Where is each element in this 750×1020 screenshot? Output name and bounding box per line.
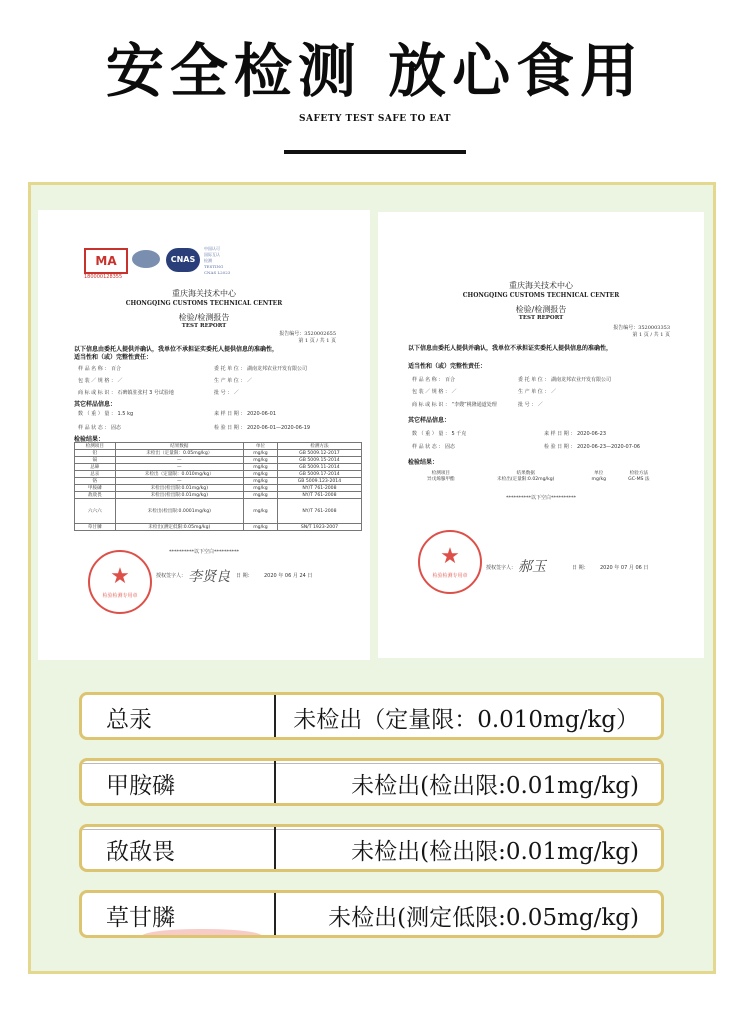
- highlight-divider: [274, 893, 276, 935]
- table-row: 检测项目 结果数据 单位 检测方法: [75, 443, 362, 450]
- field-producer: 生 产 单 位 ： ／: [214, 378, 252, 384]
- field-sample-name: 样 品 名 称 ： 百合: [78, 366, 121, 372]
- results-table: [412, 470, 662, 482]
- report-date: 2020 年 06 月 24 日: [264, 573, 313, 579]
- highlight-divider: [274, 761, 276, 803]
- results-table: [74, 442, 362, 531]
- highlight-divider: [274, 695, 276, 737]
- highlight-item-value: 未检出(检出限:0.01mg/kg): [351, 773, 639, 799]
- disclaimer: 以下信息由委托人提供并确认，我单位不承担证实委托人提供信息的准确性，: [74, 346, 279, 353]
- table-row: 镉 — mg/kg GB 5009.15-2014: [75, 457, 362, 464]
- highlight-item-name: 甲胺磷: [106, 773, 175, 799]
- highlight-dichlorvos: [79, 824, 664, 872]
- title-divider: [284, 150, 466, 154]
- table-row: 甲胺磷 未检出(检出限:0.01mg/kg) mg/kg NY/T 761-2008: [75, 485, 362, 492]
- report-title-cn: 检验/检测报告: [515, 305, 567, 314]
- field-receive-date: 来 样 日 期 ： 2020-06-01: [214, 411, 277, 417]
- certification-logos: [84, 246, 234, 280]
- field-client: 委 托 单 位 ： 湖南龙邦农业开发有限公司: [214, 366, 307, 372]
- page-subtitle: SAFETY TEST SAFE TO EAT: [299, 114, 451, 124]
- field-batch: 批 号 ： ／: [214, 390, 239, 396]
- field-test-date: 检 验 日 期 ： 2020-06-23—2020-07-06: [544, 444, 641, 450]
- highlight-item-value: 未检出(检出限:0.01mg/kg): [351, 839, 639, 865]
- center-name-cn: 重庆海关技术中心: [509, 281, 573, 290]
- applicability: 适当性和（或）完整性责任：: [74, 354, 153, 361]
- table-row: 总砷 — mg/kg GB 5009.11-2014: [75, 464, 362, 471]
- cnas-caption: 中国认可 国际互认 检测 TESTING CNAS L2023: [204, 246, 231, 275]
- signature: 郝玉: [518, 559, 546, 575]
- table-row: 铅 未检出（定量限：0.05mg/kg） mg/kg GB 5009.12-2017: [75, 450, 362, 457]
- signer-label: 授权签字人：: [486, 565, 517, 571]
- end-mark: **********以下空白**********: [505, 495, 576, 501]
- table-row: 检测项目 结果数据 单位 检验方法: [431, 471, 649, 476]
- signer-label: 授权签字人：: [156, 573, 187, 579]
- field-sample-name: 样 品 名 称 ： 百合: [412, 377, 455, 383]
- field-receive-date: 来 样 日 期 ： 2020-06-23: [544, 431, 607, 437]
- report-number: 报告编号：3520002655: [279, 331, 336, 337]
- results-title: 检验结果：: [74, 436, 105, 443]
- highlight-glyphosate: [79, 890, 664, 938]
- page-number: 第 1 页 / 共 1 页: [632, 332, 670, 338]
- report-date: 2020 年 07 月 06 日: [600, 565, 649, 571]
- ilac-logo: [132, 250, 160, 268]
- highlight-item-name: 草甘膦: [106, 905, 175, 931]
- field-quantity: 数 （ 重 ） 量 ： 1.5 kg: [78, 411, 134, 417]
- field-sample-state: 样 品 状 态 ： 固态: [412, 444, 455, 450]
- cma-number: 180000128355: [84, 274, 123, 280]
- cnas-logo: CNAS: [166, 248, 200, 272]
- official-stamp: ★ 检验检测专用章: [418, 530, 482, 594]
- highlight-item-name: 总汞: [106, 707, 152, 733]
- highlight-item-name: 敌敌畏: [106, 839, 175, 865]
- field-trademark: 商 标 或 标 识 ： “李嫂”桃隆通道处理: [412, 402, 497, 408]
- highlight-item-value: 未检出(测定低限:0.05mg/kg): [328, 905, 639, 931]
- field-sample-state: 样 品 状 态 ： 固态: [78, 425, 121, 431]
- report-title-cn: 检验/检测报告: [178, 313, 230, 322]
- other-info-title: 其它样品信息：: [408, 417, 451, 424]
- report-title-en: TEST REPORT: [518, 315, 564, 321]
- field-producer: 生 产 单 位 ： ／: [518, 389, 556, 395]
- field-batch: 批 号 ： ／: [518, 402, 543, 408]
- center-name-cn: 重庆海关技术中心: [172, 289, 236, 298]
- stamp-star-icon: ★: [440, 544, 460, 569]
- field-package: 包 装 ／ 规 格 ： ／: [412, 389, 457, 395]
- disclaimer: 以下信息由委托人提供并确认，我单位不承担证实委托人提供信息的准确性，: [408, 345, 613, 352]
- official-stamp: ★ 检验检测专用章: [88, 550, 152, 614]
- test-report-left: [38, 210, 370, 660]
- field-test-date: 检 验 日 期 ： 2020-06-01—2020-06-19: [214, 425, 311, 431]
- table-row: 总汞 未检出（定量限：0.010mg/kg） mg/kg GB 5009.17-2014: [75, 471, 362, 478]
- stamp-star-icon: ★: [110, 564, 130, 589]
- report-title-en: TEST REPORT: [181, 323, 227, 329]
- highlight-methamidophos: [79, 758, 664, 806]
- highlight-divider: [274, 827, 276, 869]
- page-title: 安全检测 放心食用: [105, 37, 645, 105]
- center-name-en: CHONGQING CUSTOMS TECHNICAL CENTER: [462, 292, 620, 299]
- table-row: 异戊烯腺甲酯 未检出(定量限:0.02mg/kg) mg/kg GC-MS 法: [427, 476, 650, 482]
- page-number: 第 1 页 / 共 1 页: [298, 338, 336, 344]
- field-trademark: 商 标 或 标 识 ： 石碑镇驻张村 3 号试验地: [78, 390, 174, 396]
- center-name-en: CHONGQING CUSTOMS TECHNICAL CENTER: [125, 300, 283, 307]
- end-mark: **********以下空白**********: [168, 549, 239, 555]
- field-quantity: 数 （ 重 ） 量 ： 5 千克: [412, 431, 467, 437]
- table-row: 六六六 未检出(检出限:0.0001mg/kg) mg/kg NY/T 761-2008: [75, 499, 362, 524]
- signature: 李贤良: [188, 569, 230, 585]
- highlight-mercury: [79, 692, 664, 740]
- cma-logo: MA: [84, 248, 128, 274]
- table-row: 敌敌畏 未检出(检出限:0.01mg/kg) mg/kg NY/T 761-2008: [75, 492, 362, 499]
- field-package: 包 装 ／ 规 格 ： ／: [78, 378, 123, 384]
- applicability: 适当性和（或）完整性责任：: [408, 363, 487, 370]
- table-row: 铬 — mg/kg GB 5009.123-2014: [75, 478, 362, 485]
- results-title: 检验结果：: [408, 459, 439, 466]
- highlight-item-value: 未检出（定量限：0.010mg/kg）: [293, 707, 639, 733]
- report-number: 报告编号：3520003353: [613, 325, 670, 331]
- table-row: 草甘膦 未检出(测定低限:0.05mg/kg) mg/kg SN/T 1923-2007: [75, 524, 362, 531]
- other-info-title: 其它样品信息：: [74, 401, 117, 408]
- date-label: 日 期：: [572, 565, 589, 571]
- field-client: 委 托 单 位 ： 湖南龙邦农业开发有限公司: [518, 377, 611, 383]
- test-report-right: [378, 212, 704, 658]
- date-label: 日 期：: [236, 573, 253, 579]
